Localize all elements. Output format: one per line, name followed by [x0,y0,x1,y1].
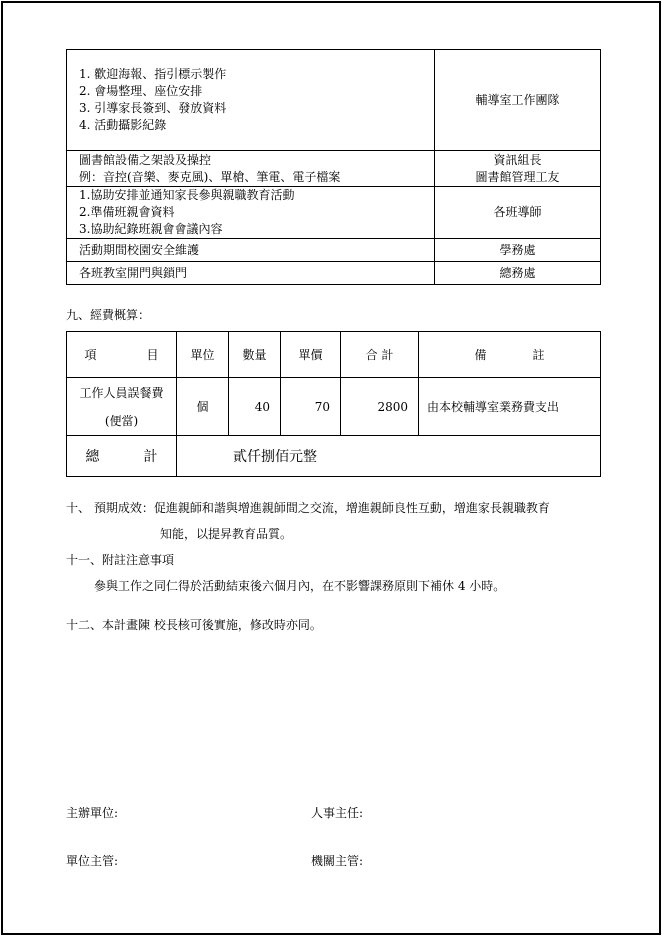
header-item: 項 目 [67,332,177,378]
task-line: 圖書館設備之架設及操控 [79,152,212,167]
table-row [67,187,601,239]
budget-row [67,378,601,436]
section-10-line2: 知能，以提昇教育品質。 [160,527,293,541]
task-cell [67,151,435,187]
qty-value: 40 [229,378,281,436]
section-11-title: 十一、附註注意事項 [66,553,175,567]
table-row [67,151,601,187]
signature-organizer: 主辦單位: [66,806,119,820]
unit-cell [435,239,601,262]
task-line: 活動期間校園安全維護 [79,242,200,257]
unit-line: 輔導室工作團隊 [475,92,560,107]
budget-header-row [67,332,601,378]
unit-value: 個 [177,378,229,436]
signature-agency-head: 機關主管: [311,854,364,868]
section-11-body: 參與工作之同仁得於活動結束後六個月內，在不影響課務原則下補休 4 小時。 [94,579,506,593]
task-line: 3.協助紀錄班親會會議內容 [79,222,223,236]
budget-heading: 九、經費概算： [66,308,151,322]
header-unit: 單位 [177,332,229,378]
task-line: 1. 歡迎海報、指引標示製作 [79,67,227,81]
task-line: 各班教室開門與鎖門 [79,265,188,280]
signature-hr: 人事主任: [311,806,364,820]
table-row [67,50,601,151]
task-cell [67,239,435,262]
signature-unit-head: 單位主管: [66,854,119,868]
total-row [67,436,601,477]
unit-line: 圖書館管理工友 [475,169,560,184]
total-value: 貳仟捌佰元整 [177,436,601,477]
table-row [67,239,601,262]
unit-line: 資訊組長 [493,152,542,167]
unit-line: 學務處 [499,242,536,257]
header-price: 單價 [281,332,341,378]
task-line: 2. 會場整理、座位安排 [79,84,203,98]
section-12: 十二、本計畫陳 校長核可後實施，修改時亦同。 [66,618,322,632]
header-subtotal: 合 計 [341,332,419,378]
unit-cell [435,262,601,285]
task-line: 2.準備班親會資料 [79,205,175,219]
task-line: 4. 活動攝影紀錄 [79,118,167,132]
task-cell [67,50,435,151]
unit-cell [435,50,601,151]
header-note: 備 註 [419,332,601,378]
unit-cell [435,151,601,187]
total-label: 總 計 [67,436,177,477]
task-line: 3. 引導家長簽到、發放資料 [79,101,227,115]
task-cell [67,187,435,239]
note-value: 由本校輔導室業務費支出 [419,378,601,436]
subtotal-value: 2800 [341,378,419,436]
table-row [67,262,601,285]
task-line: 例：音控(音樂、麥克風)、單槍、筆電、電子檔案 [79,169,341,184]
section-10-line1: 十、 預期成效：促進親師和諧與增進親師間之交流，增進親師良性互動，增進家長親職教育 [66,501,550,515]
price-value: 70 [281,378,341,436]
budget-table [66,331,601,477]
unit-cell [435,187,601,239]
unit-line: 各班導師 [493,205,542,219]
item-cell: 工作人員誤餐費 (便當) [67,378,177,436]
duty-table [66,49,601,285]
unit-line: 總務處 [499,265,536,280]
task-line: 1.協助安排並通知家長參與親職教育活動 [79,188,295,202]
header-qty: 數量 [229,332,281,378]
task-cell [67,262,435,285]
